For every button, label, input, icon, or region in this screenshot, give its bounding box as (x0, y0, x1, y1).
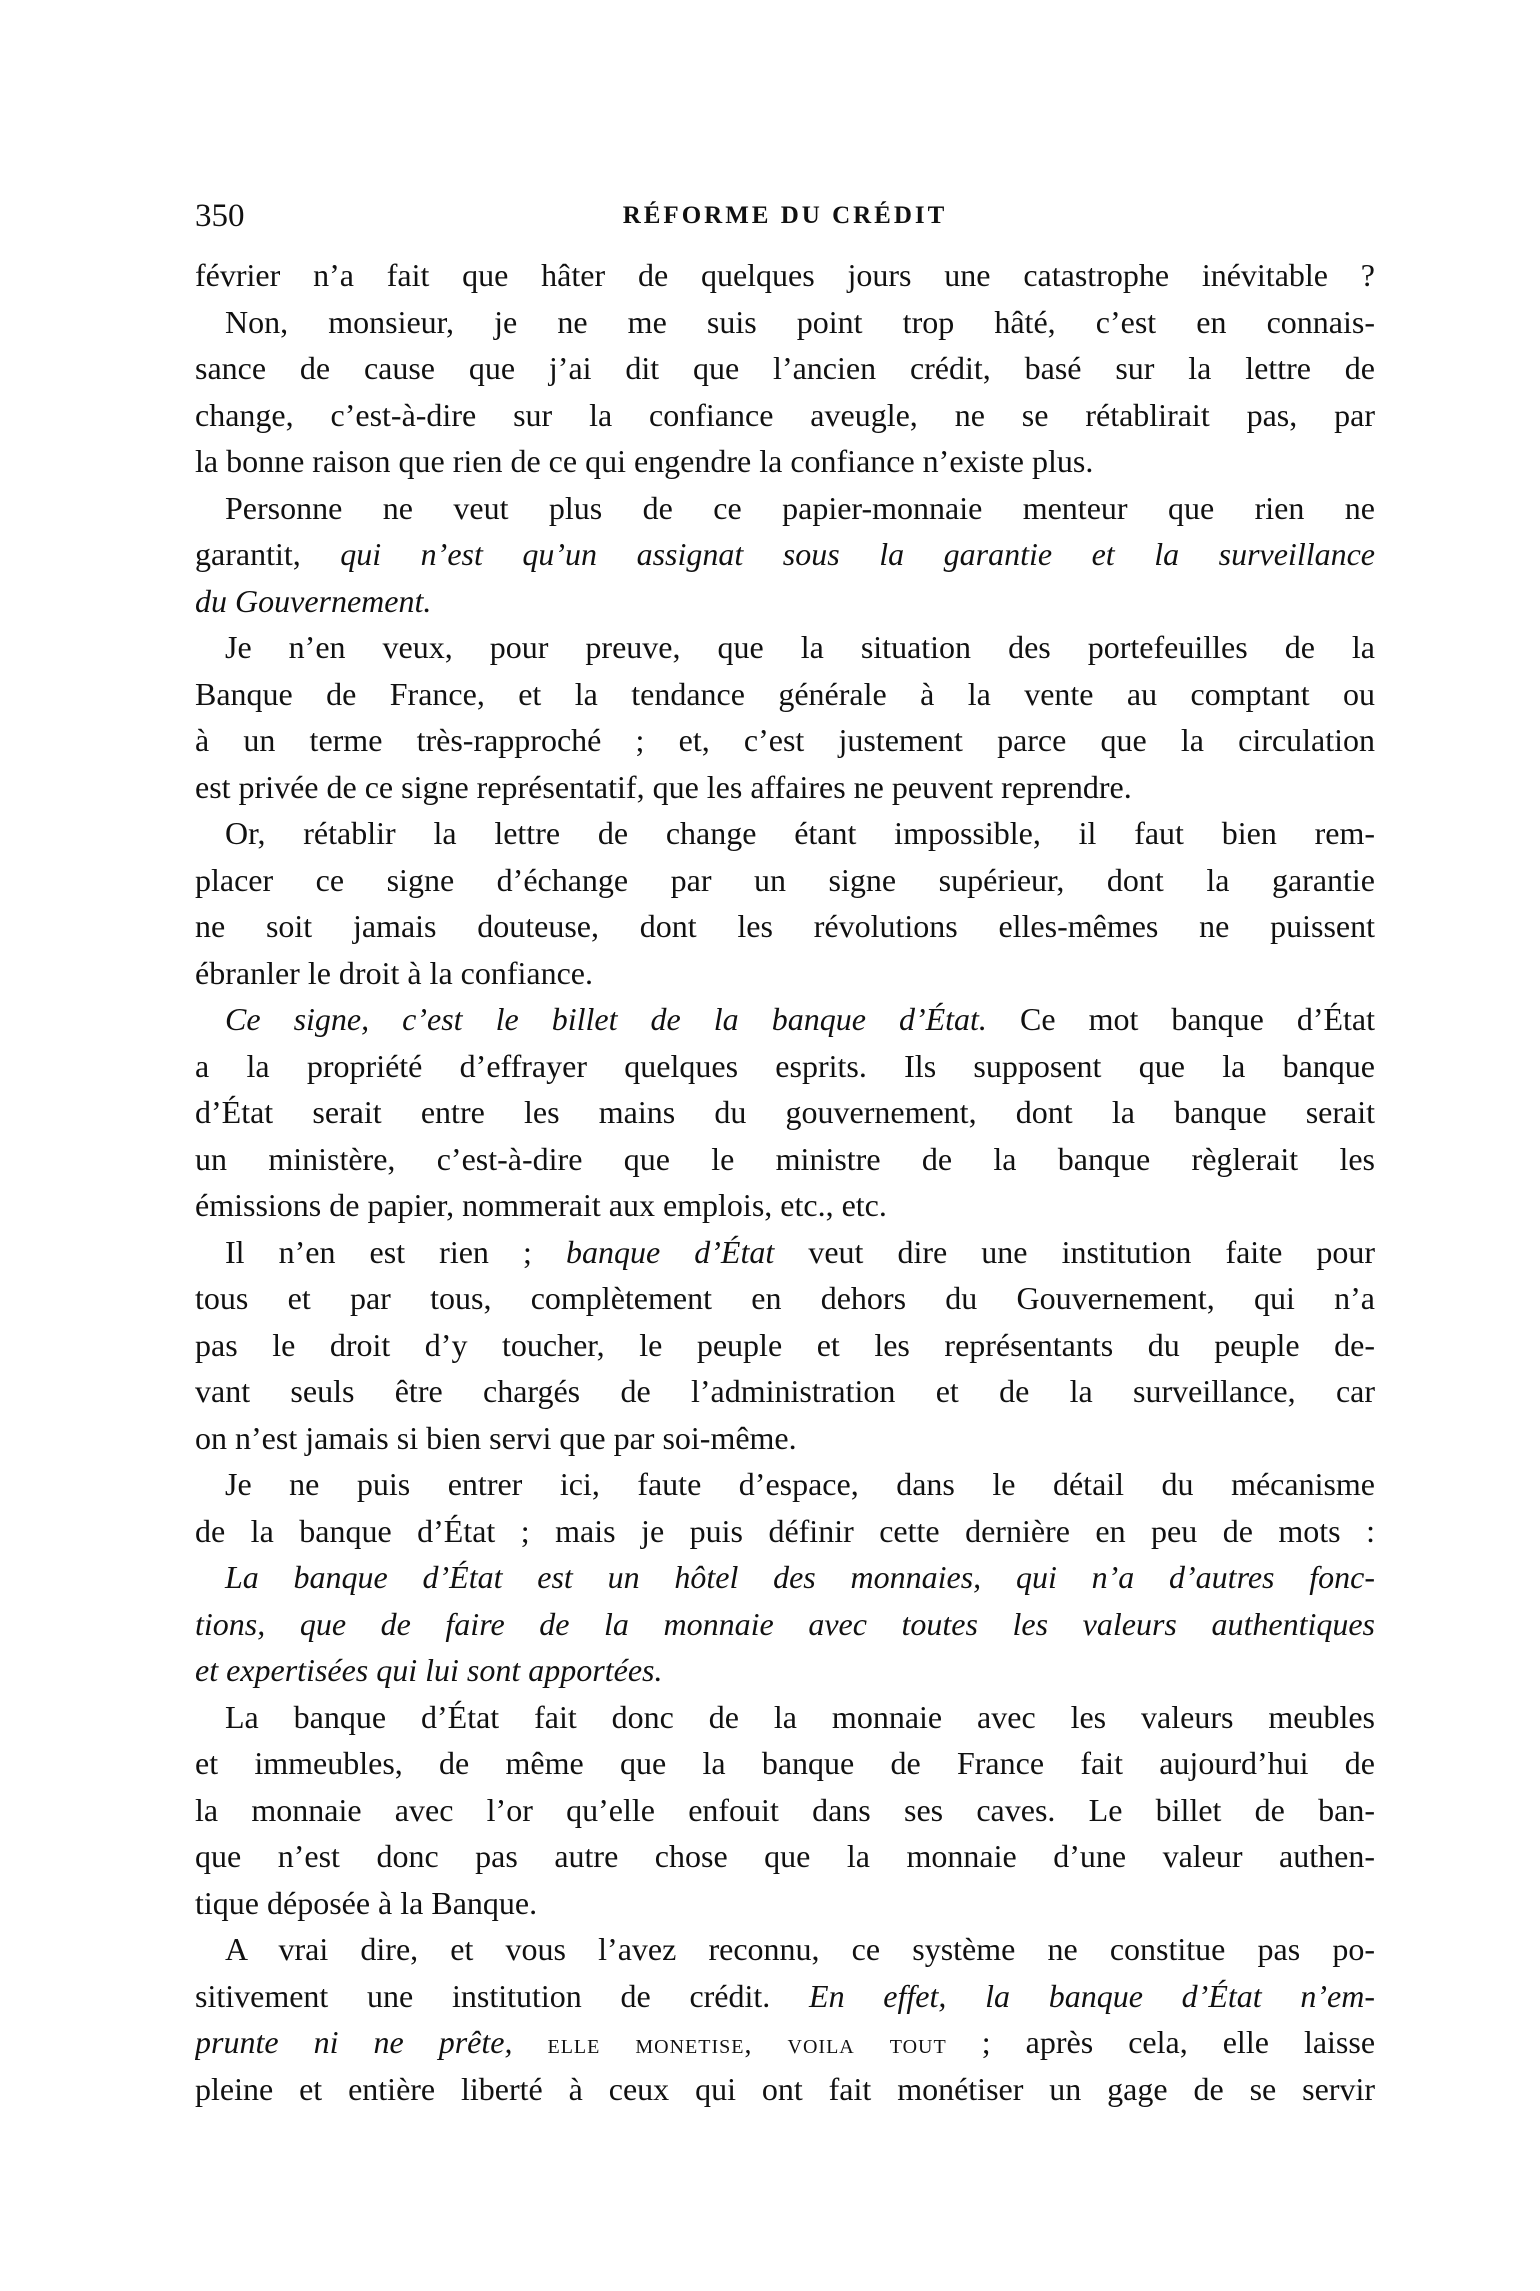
text-line: sitivement une institution de crédit. En effet, la banque d’État n’em- (195, 1977, 1375, 2014)
text-line: sance de cause que j’ai dit que l’ancien crédit, basé sur la lettre de (195, 350, 1375, 386)
text-line: tions, que de faire de la monnaie avec toutes les valeurs authentiques (195, 1605, 1375, 1642)
text-line: émissions de papier, nommerait aux emplois, etc., etc. (195, 1187, 887, 1223)
text-line: A vrai dire, et vous l’avez reconnu, ce système ne constitue pas po- (225, 1931, 1375, 1967)
text-line: que n’est donc pas autre chose que la monnaie d’une valeur authen- (195, 1838, 1375, 1874)
text-line: pleine et entière liberté à ceux qui ont fait monétiser un gage de se servir (195, 2070, 1375, 2107)
text-line: Personne ne veut plus de ce papier-monnaie menteur que rien ne (225, 489, 1375, 526)
text-line: du Gouvernement. (195, 582, 432, 619)
text-line: ne soit jamais douteuse, dont les révolutions elles-mêmes ne puissent (195, 908, 1375, 944)
text-line: La banque d’État est un hôtel des monnaies, qui n’a d’autres fonc- (225, 1559, 1375, 1595)
text-line: garantit, qui n’est qu’un assignat sous la garantie et la surveillance (195, 536, 1375, 572)
text-line: vant seuls être chargés de l’administration et de la surveillance, car (195, 1373, 1375, 1409)
text-line: ébranler le droit à la confiance. (195, 954, 593, 991)
text-line: change, c’est-à-dire sur la confiance aveugle, ne se rétablirait pas, par (195, 396, 1375, 433)
text-line: la monnaie avec l’or qu’elle enfouit dans ses caves. Le billet de ban- (195, 1791, 1375, 1828)
text-line: un ministère, c’est-à-dire que le ministre de la banque règlerait les (195, 1140, 1375, 1177)
text-line: Il n’en est rien ; banque d’État veut dire une institution faite pour (225, 1233, 1375, 1270)
text-line: à un terme très-rapproché ; et, c’est justement parce que la circulation (195, 722, 1375, 758)
text-line: la bonne raison que rien de ce qui engendre la confiance n’existe plus. (195, 443, 1094, 479)
page-number: 350 (195, 198, 245, 234)
text-line: et expertisées qui lui sont apportées. (195, 1652, 663, 1688)
text-line: placer ce signe d’échange par un signe supérieur, dont la garantie (195, 861, 1375, 898)
text-line: est privée de ce signe représentatif, que les affaires ne peuvent reprendre. (195, 768, 1132, 805)
text-line: et immeubles, de même que la banque de France fait aujourd’hui de (195, 1745, 1375, 1781)
text-line: d’État serait entre les mains du gouvernement, dont la banque serait (195, 1094, 1375, 1130)
running-head: RÉFORME DU CRÉDIT (622, 202, 948, 229)
text-line: février n’a fait que hâter de quelques jours une catastrophe inévitable ? (195, 257, 1375, 293)
text-line: prunte ni ne prête, elle monetise, voila tout ; après cela, elle laisse (195, 2024, 1375, 2060)
text-line: on n’est jamais si bien servi que par soi-même. (195, 1419, 797, 1456)
text-line: tous et par tous, complètement en dehors du Gouvernement, qui n’a (195, 1280, 1375, 1316)
page-body (195, 252, 1375, 2112)
text-line: Or, rétablir la lettre de change étant impossible, il faut bien rem- (225, 815, 1375, 851)
text-line: Banque de France, et la tendance générale à la vente au comptant ou (195, 675, 1375, 712)
page-header (195, 192, 1375, 240)
text-line: a la propriété d’effrayer quelques esprits. Ils supposent que la banque (195, 1047, 1375, 1084)
text-line: pas le droit d’y toucher, le peuple et les représentants du peuple de- (195, 1326, 1375, 1363)
text-line: Je n’en veux, pour preuve, que la situation des portefeuilles de la (225, 629, 1375, 665)
text-line: tique déposée à la Banque. (195, 1884, 538, 1921)
text-line: Je ne puis entrer ici, faute d’espace, dans le détail du mécanisme (225, 1466, 1375, 1502)
text-line: Non, monsieur, je ne me suis point trop hâté, c’est en connais- (225, 303, 1375, 340)
text-line: de la banque d’État ; mais je puis définir cette dernière en peu de mots : (195, 1512, 1375, 1549)
text-line: Ce signe, c’est le billet de la banque d’État. Ce mot banque d’État (225, 1001, 1375, 1037)
text-line: La banque d’État fait donc de la monnaie avec les valeurs meubles (225, 1698, 1375, 1735)
